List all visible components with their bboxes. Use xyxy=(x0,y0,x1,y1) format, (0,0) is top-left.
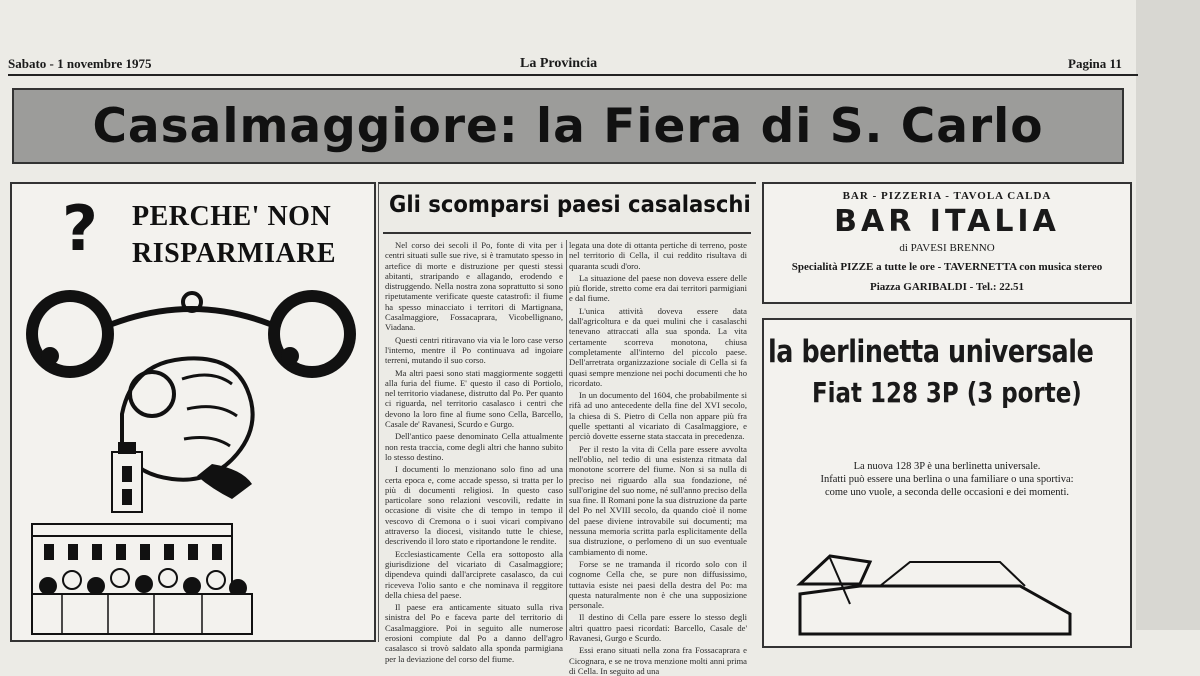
paragraph: In un documento del 1604, che probabilmente si rifà ad uno antecedente della fine del XVI secolo, la chiesa di S. Pietro di Cella non appare più fra quelle spettanti al vicariato di Casalmaggiore, e perciò dovette esserne stata staccata in precedenza. xyxy=(569,390,747,442)
header-rule xyxy=(8,74,1138,76)
fiat-body-line1: La nuova 128 3P è una berlinetta universale. xyxy=(853,461,1041,472)
fiat-advertisement xyxy=(762,318,1132,648)
bar-owner: di PAVESI BRENNO xyxy=(899,242,995,254)
banner-title: Casalmaggiore: la Fiera di S. Carlo xyxy=(92,98,1044,154)
bar-address: Piazza GARIBALDI - Tel.: 22.51 xyxy=(870,281,1024,293)
page-number: Pagina 11 xyxy=(1068,56,1122,71)
paragraph: Ma altri paesi sono stati maggiormente soggetti alla furia del fiume. E' questo il caso di Portiolo, nel territorio viadanese, distrutto dal Po. Per quanto ci riguarda, nel territorio casalasco i centri che devono la loro fine al fiume sono Cella, Barcello, Casale de' Ravanesi, Scurdo e Gurgo. xyxy=(385,367,563,430)
paragraph: Il paese era anticamente situato sulla riva sinistra del Po e faceva parte del territorio di Casalmaggiore. Poi in seguito alle numerose erosioni compiute dal Po a danno dell'agro casalasco si trovò saldato alla sponda parmigiana per la deviazione del corso del fiume. xyxy=(385,602,563,664)
fiat-body-text xyxy=(774,460,1120,499)
paragraph: Ecclesiasticamente Cella era sottoposto alla giurisdizione del vicariato di Casalmaggiore; dipendeva quindi dall'arciprete casalasco, da cui riceveva l'olio santo e che nominava il reggitore della chiesa del paese. xyxy=(385,548,563,600)
bar-name: BAR ITALIA xyxy=(834,204,1060,239)
issue-date: Sabato - 1 novembre 1975 xyxy=(8,56,152,71)
column-divider xyxy=(566,240,567,640)
paragraph: legata una dote di ottanta pertiche di terreno, poste nel territorio di Cella, il cui reddito risultava di quaranta scudi d'oro. xyxy=(569,240,747,271)
paragraph: Essi erano situati nella zona fra Fossacaprara e Cicognara, e se ne trova menzione molti anni prima di Cella. In seguito ad una xyxy=(569,645,747,676)
paragraph: I documenti lo menzionano solo fino ad una certa epoca e, come accade spesso, si tratta per lo più di documenti religiosi. In questo caso particolare sono relazioni vescovili, redatte in occasione di visite che di tempo in tempo il vescovo di Cremona o i suoi vicari compivano attraverso la diocesi, visitando tutte le chiese, descrivendo il loro stato e riportandone le rendite. xyxy=(385,464,563,547)
article-lost-villages xyxy=(378,182,756,676)
newspaper-name: La Provincia xyxy=(520,56,598,71)
paragraph: Per il resto la vita di Cella pare essere avvolta nell'oblio, nel tedio di una esistenza ritmata dal monotone scorrere del fiume. Non si sa nulla di preciso nei riguardo alla sua fondazione, né sull'origine del suo nome, né sull'anno preciso della sua fine. Il Romani pone la sua distruzione da parte del Po nel XVIII secolo, da quando cioè il nome del paese diviene introvabile sui documenti; ma nessuna memoria scritta parla esplicitamente della sua distruzione, o perlomeno di un suo eventuale cambiamento di nome. xyxy=(569,443,747,557)
bar-italia-advertisement xyxy=(762,182,1132,304)
adjacent-page-edge xyxy=(1136,0,1200,630)
fiat-model: Fiat 128 3P (3 porte) xyxy=(812,376,1082,409)
paragraph: Forse se ne tramanda il ricordo solo con il cognome Cella che, se pure non diffusissimo, tuttavia esiste nei paesi della destra del Po: ma questa naturalmente non è che una supposizione personale. xyxy=(569,558,747,611)
bar-categories: BAR - PIZZERIA - TAVOLA CALDA xyxy=(842,190,1052,202)
article-column-a xyxy=(385,240,563,664)
paragraph: Il destino di Cella pare essere lo stesso degli altri quattro paesi ricordati: Barcello, Casale de' Ravanesi, Gurgo e Scurdo. xyxy=(569,612,747,643)
fiat-body-line2: Infatti può essere una berlina o una familiare o una sportiva: xyxy=(820,474,1074,485)
article-title-rule xyxy=(383,232,751,234)
fiat-body-line3: come uno vuole, a seconda delle occasioni e dei momenti. xyxy=(824,487,1070,498)
car-illustration xyxy=(790,544,1090,634)
fiat-headline: la berlinetta universale xyxy=(768,334,1094,370)
savings-headline-line1: PERCHE' NON xyxy=(132,201,332,232)
bar-services: Specialità PIZZE a tutte le ore - TAVERNETTA con musica stereo xyxy=(791,261,1103,273)
paragraph: Dell'antico paese denominato Cella attualmente non resta traccia, come degli altri che hanno subito lo stesso destino. xyxy=(385,431,563,462)
savings-headline xyxy=(132,198,336,272)
paragraph: Nel corso dei secoli il Po, fonte di vita per i centri situati sulle sue rive, si è tramutato spesso in artefice di morte e distruzione per questi stessi abitanti, straripando e allagando, erodendo e distruggendo. Nella nostra zona soprattutto si sono ripetutamente verificate queste catastrofi: il fiume ha spesso minacciato i territori di Martignana, Casalmaggiore, Fossacaprara, Vicobellignano, Viadana. xyxy=(385,240,563,333)
article-column-b xyxy=(569,240,747,676)
section-banner xyxy=(12,88,1124,164)
paragraph: Questi centri ritiravano via via le loro case verso l'interno, mentre il Po continuava ad ingoiare terreni, mutando il suo corso. xyxy=(385,334,563,366)
savings-advertisement xyxy=(10,182,376,642)
savings-headline-line2: RISPARMIARE xyxy=(132,238,337,269)
paragraph: L'unica attività doveva essere data dall'agricoltura e da quei mulini che i casalaschi tenevano attraccati alla sua sponda. La vita certamente scorreva monotona, chiusa completamente all'interno del piccolo paese. Dell'arretrata organizzazione sociale di Cella si fa quasi sempre menzione nei pochi documenti che ho ricordato. xyxy=(569,305,747,388)
paragraph: La situazione del paese non doveva essere delle più floride, stretto come era dai territori parmigiani e dal fiume. xyxy=(569,272,747,304)
question-mark: ? xyxy=(62,192,98,265)
article-title: Gli scomparsi paesi casalaschi xyxy=(389,192,751,218)
